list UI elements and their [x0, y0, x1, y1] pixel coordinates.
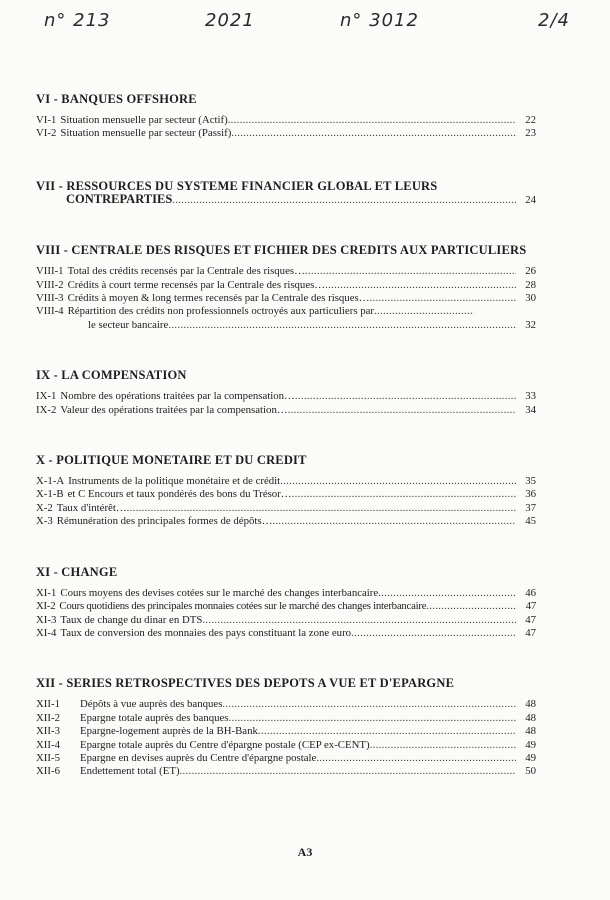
- entry-label: Crédits à court terme recensés par la Centrale des risques…: [67, 278, 326, 291]
- dot-leader: [222, 698, 516, 711]
- entry-label: Taux de conversion des monnaies des pays constituant la zone euro: [60, 626, 352, 639]
- section-title: XII - SERIES RETROSPECTIVES DES DEPOTS A VUE ET D'EPARGNE: [36, 676, 455, 691]
- entry-code: X-2: [36, 501, 53, 514]
- section-vii: [36, 179, 536, 207]
- entry-label: Nombre des opérations traitées par la compensation…: [60, 390, 295, 403]
- entry-page: 47: [525, 626, 536, 639]
- section-xii: [36, 676, 536, 778]
- entry-label: Taux de change du dinar en DTS: [60, 613, 203, 626]
- entry-code: XII-2: [36, 711, 60, 724]
- dot-leader: [295, 390, 516, 403]
- dot-leader: [370, 292, 516, 305]
- entry-label: Epargne en devises auprès du Centre d'épargne postale: [80, 751, 317, 764]
- entry-page: 26: [525, 265, 536, 278]
- entry-page: 48: [525, 711, 536, 724]
- entry-code: VIII-1: [36, 265, 64, 278]
- entry-label: Situation mensuelle par secteur (Actif): [60, 114, 228, 126]
- section-viii: [36, 243, 536, 332]
- handwritten-page: 2/4: [538, 10, 570, 31]
- dot-leader: [316, 752, 516, 765]
- entry-label: Dépôts à vue auprès des banques: [80, 698, 223, 711]
- toc-entry[interactable]: [36, 114, 536, 127]
- handwritten-number: n° 3012: [340, 10, 419, 31]
- entry-page: 36: [525, 488, 536, 501]
- entry-page: 28: [525, 278, 536, 291]
- entry-page: 35: [525, 475, 536, 488]
- entry-page: 24: [525, 193, 536, 206]
- entry-page: 32: [525, 318, 536, 331]
- toc-entry[interactable]: [36, 698, 536, 711]
- dot-leader: [370, 739, 516, 752]
- dot-leader: [231, 127, 516, 140]
- entry-code: XI-2: [36, 600, 56, 613]
- handwritten-ref-left: n° 213: [44, 10, 111, 31]
- section-title: VIII - CENTRALE DES RISQUES ET FICHIER DES CREDITS AUX PARTICULIERS: [36, 243, 527, 258]
- entry-label: Cours moyens des devises cotées sur le marché des changes interbancaire: [60, 586, 379, 599]
- toc-entry[interactable]: [36, 390, 536, 403]
- toc-entry[interactable]: [36, 752, 536, 765]
- entry-code: XII-6: [36, 765, 60, 778]
- entry-code: X-3: [36, 515, 53, 528]
- entry-page: 33: [525, 390, 536, 403]
- entry-page: 45: [525, 515, 536, 528]
- entry-page: 48: [525, 698, 536, 711]
- toc-entry[interactable]: [36, 305, 536, 318]
- entry-label: Répartition des crédits non professionnels octroyés aux particuliers par: [67, 305, 375, 318]
- section-vi: [36, 92, 536, 141]
- table-of-contents: [36, 92, 536, 808]
- entry-page: 49: [525, 738, 536, 751]
- toc-entry-continued[interactable]: [36, 319, 536, 332]
- dot-leader: [168, 319, 516, 332]
- toc-entry[interactable]: [36, 488, 536, 501]
- entry-code: X-1-A: [36, 475, 65, 488]
- handwritten-year: 2021: [205, 10, 255, 31]
- toc-entry[interactable]: [36, 292, 536, 305]
- entry-code: XII-5: [36, 751, 60, 764]
- dot-leader: [228, 114, 516, 127]
- dot-leader: [280, 475, 516, 488]
- entry-label: Taux d'intérêt…: [56, 501, 127, 514]
- entry-code: XII-1: [36, 698, 60, 711]
- toc-entry[interactable]: [36, 279, 536, 292]
- entry-code: VIII-4: [36, 305, 64, 318]
- entry-label: Cours quotidiens des principales monnaies cotées sur le marché des changes interbancaire: [59, 600, 427, 613]
- dot-leader: [292, 488, 516, 501]
- entry-label: Valeur des opérations traitées par la compensation…: [60, 403, 288, 416]
- toc-entry[interactable]: [36, 600, 536, 613]
- entry-code: XI-3: [36, 613, 57, 626]
- entry-label: et C Encours et taux pondérés des bons du Trésor…: [67, 488, 292, 501]
- entry-code: IX-1: [36, 390, 57, 403]
- entry-label: Rémunération des principales formes de dépôts…: [56, 515, 273, 528]
- dot-leader: [305, 265, 516, 278]
- section-title: VII - RESSOURCES DU SYSTEME FINANCIER GLOBAL ET LEURS: [36, 178, 438, 193]
- entry-page: 46: [525, 586, 536, 599]
- dot-leader: [229, 712, 516, 725]
- entry-page: 50: [525, 765, 536, 778]
- toc-entry[interactable]: [36, 502, 536, 515]
- section-ix: [36, 368, 536, 417]
- section-title: VI - BANQUES OFFSHORE: [36, 92, 197, 106]
- entry-label-continued: le secteur bancaire: [88, 318, 169, 331]
- entry-label: Situation mensuelle par secteur (Passif): [60, 127, 232, 140]
- dot-leader: [325, 279, 516, 292]
- toc-entry[interactable]: [36, 712, 536, 725]
- toc-entry[interactable]: [36, 515, 536, 528]
- section-x: [36, 453, 536, 529]
- entry-code: XI-1: [36, 586, 57, 599]
- entry-code: XI-4: [36, 626, 57, 639]
- dot-leader: [180, 765, 516, 778]
- toc-entry[interactable]: [36, 739, 536, 752]
- section-title: IX - LA COMPENSATION: [36, 368, 187, 383]
- section-title: X - POLITIQUE MONETAIRE ET DU CREDIT: [36, 453, 307, 468]
- entry-code: XII-3: [36, 725, 60, 738]
- toc-entry[interactable]: [36, 404, 536, 417]
- section-title-continued: CONTREPARTIES: [66, 191, 173, 206]
- toc-entry[interactable]: [36, 627, 536, 640]
- entry-page: 30: [525, 292, 536, 305]
- dot-leader: [202, 614, 516, 627]
- toc-entry[interactable]: [36, 614, 536, 627]
- toc-entry[interactable]: [36, 725, 536, 738]
- entry-page: 22: [525, 114, 536, 126]
- entry-page: 48: [525, 725, 536, 738]
- toc-entry[interactable]: [36, 127, 536, 140]
- entry-code: IX-2: [36, 403, 57, 416]
- entry-label: Epargne totale auprès du Centre d'épargne postale (CEP ex-CENT): [80, 738, 370, 751]
- dot-leader: [374, 305, 474, 318]
- section-xi: [36, 565, 536, 641]
- entry-label: Epargne totale auprès des banques: [80, 711, 229, 724]
- entry-code: VI-2: [36, 127, 57, 140]
- toc-entry[interactable]: [36, 265, 536, 278]
- entry-page: 49: [525, 751, 536, 764]
- entry-page: 47: [525, 600, 536, 613]
- entry-page: 47: [525, 613, 536, 626]
- entry-label: Crédits à moyen & long termes recensés par la Centrale des risques…: [67, 292, 370, 305]
- entry-code: XII-4: [36, 738, 60, 751]
- entry-label: Endettement total (ET): [80, 765, 180, 778]
- entry-code: X-1-B: [36, 488, 64, 501]
- toc-entry[interactable]: [36, 193, 536, 207]
- toc-entry[interactable]: [36, 475, 536, 488]
- section-title: XI - CHANGE: [36, 564, 118, 579]
- entry-page: 37: [525, 501, 536, 514]
- dot-leader: [127, 502, 516, 515]
- entry-label: Instruments de la politique monétaire et de crédit: [68, 475, 281, 488]
- entry-code: VIII-3: [36, 292, 64, 305]
- entry-code: VI-1: [36, 114, 57, 126]
- entry-label: Epargne-logement auprès de la BH-Bank: [80, 725, 258, 738]
- toc-entry[interactable]: [36, 765, 536, 778]
- page-footer: A3: [297, 845, 313, 859]
- dot-leader: [258, 725, 516, 738]
- dot-leader: [172, 194, 516, 207]
- entry-page: 23: [525, 127, 536, 140]
- dot-leader: [426, 600, 516, 613]
- dot-leader: [378, 587, 516, 600]
- dot-leader: [288, 404, 516, 417]
- entry-code: VIII-2: [36, 278, 64, 291]
- dot-leader: [351, 627, 516, 640]
- dot-leader: [272, 515, 516, 528]
- entry-label: Total des crédits recensés par la Centrale des risques…: [67, 265, 305, 278]
- entry-page: 34: [525, 403, 536, 416]
- toc-entry[interactable]: [36, 587, 536, 600]
